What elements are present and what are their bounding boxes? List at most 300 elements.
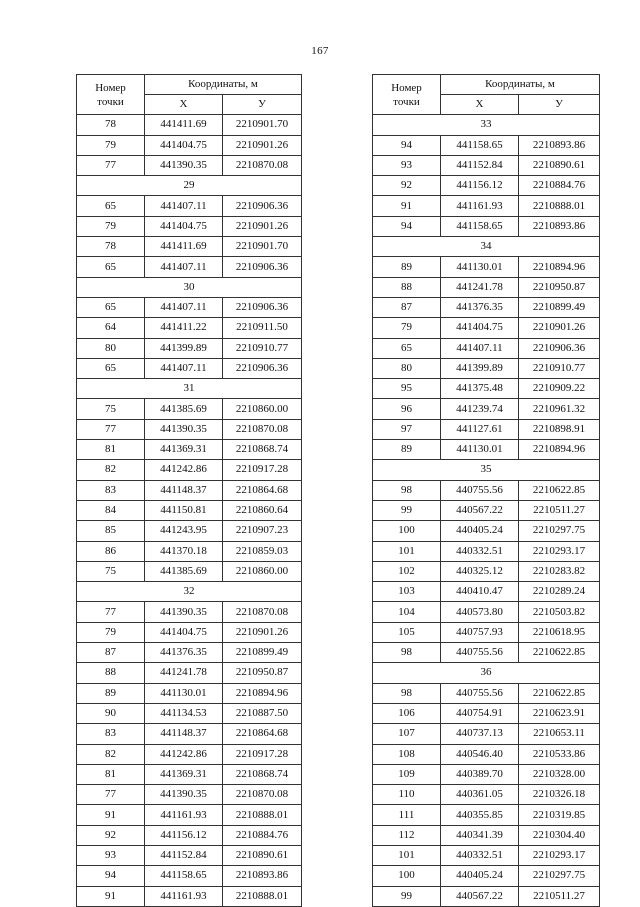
y-coordinate-cell: 2210893.86	[519, 135, 600, 155]
point-number-cell: 88	[373, 277, 441, 297]
table-row	[77, 196, 302, 216]
y-coordinate-cell: 2210870.08	[223, 155, 302, 175]
x-coordinate-cell: 441148.37	[145, 724, 223, 744]
y-coordinate-cell: 2210917.28	[223, 460, 302, 480]
table-row	[77, 338, 302, 358]
section-row	[77, 379, 302, 399]
y-coordinate-cell: 2210870.08	[223, 602, 302, 622]
x-coordinate-cell: 441390.35	[145, 419, 223, 439]
x-coordinate-cell: 441399.89	[145, 338, 223, 358]
x-coordinate-cell: 441242.86	[145, 460, 223, 480]
table-row	[77, 135, 302, 155]
point-number-cell: 87	[373, 297, 441, 317]
header-point-number-line2: точки	[393, 95, 420, 108]
x-coordinate-cell: 441161.93	[145, 805, 223, 825]
table-row	[373, 785, 600, 805]
x-coordinate-cell: 441161.93	[441, 196, 519, 216]
y-coordinate-cell: 2210864.68	[223, 480, 302, 500]
section-number: 31	[77, 379, 302, 399]
section-row	[373, 115, 600, 135]
table-row	[373, 602, 600, 622]
point-number-cell: 79	[77, 622, 145, 642]
point-number-cell: 91	[373, 196, 441, 216]
y-coordinate-cell: 2210901.70	[223, 115, 302, 135]
coordinates-table-left	[76, 74, 302, 907]
y-coordinate-cell: 2210511.27	[519, 500, 600, 520]
table-row	[77, 805, 302, 825]
table-row	[373, 643, 600, 663]
table-row	[373, 257, 600, 277]
section-row	[77, 176, 302, 196]
x-coordinate-cell: 441130.01	[145, 683, 223, 703]
y-coordinate-cell: 2210511.27	[519, 886, 600, 906]
point-number-cell: 78	[77, 115, 145, 135]
point-number-cell: 89	[77, 683, 145, 703]
x-coordinate-cell: 441156.12	[145, 825, 223, 845]
section-number: 34	[373, 237, 600, 257]
table-row	[373, 886, 600, 906]
x-coordinate-cell: 441376.35	[145, 643, 223, 663]
x-coordinate-cell: 441369.31	[145, 440, 223, 460]
y-coordinate-cell: 2210890.61	[519, 155, 600, 175]
table-row	[77, 602, 302, 622]
header-point-number-line1: Номер	[391, 81, 422, 94]
y-coordinate-cell: 2210304.40	[519, 825, 600, 845]
x-coordinate-cell: 441390.35	[145, 155, 223, 175]
point-number-cell: 75	[77, 561, 145, 581]
y-coordinate-cell: 2210901.26	[223, 135, 302, 155]
table-row	[373, 521, 600, 541]
point-number-cell: 77	[77, 155, 145, 175]
x-coordinate-cell: 441243.95	[145, 521, 223, 541]
table-row	[373, 561, 600, 581]
point-number-cell: 80	[373, 358, 441, 378]
table-row	[373, 176, 600, 196]
table-row	[77, 480, 302, 500]
x-coordinate-cell: 440567.22	[441, 886, 519, 906]
table-row	[77, 257, 302, 277]
y-coordinate-cell: 2210907.23	[223, 521, 302, 541]
table-row	[77, 785, 302, 805]
y-coordinate-cell: 2210622.85	[519, 643, 600, 663]
y-coordinate-cell: 2210884.76	[223, 825, 302, 845]
x-coordinate-cell: 440737.13	[441, 724, 519, 744]
y-coordinate-cell: 2210901.26	[519, 318, 600, 338]
point-number-cell: 65	[77, 358, 145, 378]
x-coordinate-cell: 441127.61	[441, 419, 519, 439]
x-coordinate-cell: 440757.93	[441, 622, 519, 642]
x-coordinate-cell: 440755.56	[441, 683, 519, 703]
table-row	[373, 338, 600, 358]
y-coordinate-cell: 2210888.01	[223, 886, 302, 906]
table-row	[77, 521, 302, 541]
y-coordinate-cell: 2210906.36	[519, 338, 600, 358]
header-point-number-line1: Номер	[95, 81, 126, 94]
y-coordinate-cell: 2210901.26	[223, 622, 302, 642]
point-number-cell: 82	[77, 460, 145, 480]
x-coordinate-cell: 441134.53	[145, 703, 223, 723]
y-coordinate-cell: 2210864.68	[223, 724, 302, 744]
y-coordinate-cell: 2210906.36	[223, 196, 302, 216]
table-row	[373, 480, 600, 500]
x-coordinate-cell: 441404.75	[441, 318, 519, 338]
table-row	[373, 135, 600, 155]
y-coordinate-cell: 2210860.64	[223, 500, 302, 520]
point-number-cell: 107	[373, 724, 441, 744]
y-coordinate-cell: 2210289.24	[519, 582, 600, 602]
point-number-cell: 78	[77, 237, 145, 257]
point-number-cell: 89	[373, 257, 441, 277]
y-coordinate-cell: 2210910.77	[223, 338, 302, 358]
y-coordinate-cell: 2210653.11	[519, 724, 600, 744]
point-number-cell: 85	[77, 521, 145, 541]
section-number: 32	[77, 582, 302, 602]
header-x: X	[145, 95, 223, 115]
y-coordinate-cell: 2210888.01	[223, 805, 302, 825]
point-number-cell: 104	[373, 602, 441, 622]
x-coordinate-cell: 441390.35	[145, 602, 223, 622]
y-coordinate-cell: 2210622.85	[519, 683, 600, 703]
x-coordinate-cell: 440755.56	[441, 643, 519, 663]
section-row	[77, 582, 302, 602]
y-coordinate-cell: 2210909.22	[519, 379, 600, 399]
point-number-cell: 65	[77, 196, 145, 216]
point-number-cell: 91	[77, 805, 145, 825]
table-row	[77, 643, 302, 663]
y-coordinate-cell: 2210283.82	[519, 561, 600, 581]
table-row	[77, 500, 302, 520]
y-coordinate-cell: 2210917.28	[223, 744, 302, 764]
x-coordinate-cell: 441407.11	[145, 196, 223, 216]
x-coordinate-cell: 440410.47	[441, 582, 519, 602]
point-number-cell: 91	[77, 886, 145, 906]
x-coordinate-cell: 440754.91	[441, 703, 519, 723]
x-coordinate-cell: 441404.75	[145, 216, 223, 236]
table-row	[77, 724, 302, 744]
x-coordinate-cell: 441385.69	[145, 399, 223, 419]
header-coordinates: Координаты, м	[441, 75, 600, 95]
y-coordinate-cell: 2210899.49	[223, 643, 302, 663]
point-number-cell: 106	[373, 703, 441, 723]
point-number-cell: 99	[373, 500, 441, 520]
table-row	[77, 399, 302, 419]
point-number-cell: 98	[373, 480, 441, 500]
point-number-cell: 98	[373, 683, 441, 703]
header-y: У	[223, 95, 302, 115]
x-coordinate-cell: 441404.75	[145, 135, 223, 155]
y-coordinate-cell: 2210860.00	[223, 399, 302, 419]
y-coordinate-cell: 2210906.36	[223, 358, 302, 378]
y-coordinate-cell: 2210899.49	[519, 297, 600, 317]
point-number-cell: 65	[373, 338, 441, 358]
x-coordinate-cell: 440389.70	[441, 764, 519, 784]
table-row	[373, 683, 600, 703]
y-coordinate-cell: 2210901.26	[223, 216, 302, 236]
point-number-cell: 82	[77, 744, 145, 764]
table-row	[373, 277, 600, 297]
table-row	[77, 744, 302, 764]
table-row	[77, 297, 302, 317]
page-number: 167	[311, 45, 329, 57]
point-number-cell: 88	[77, 663, 145, 683]
x-coordinate-cell: 440332.51	[441, 845, 519, 865]
section-row	[373, 663, 600, 683]
point-number-cell: 94	[373, 216, 441, 236]
table-row	[77, 866, 302, 886]
point-number-cell: 79	[373, 318, 441, 338]
section-number: 36	[373, 663, 600, 683]
point-number-cell: 101	[373, 845, 441, 865]
point-number-cell: 101	[373, 541, 441, 561]
x-coordinate-cell: 441161.93	[145, 886, 223, 906]
y-coordinate-cell: 2210868.74	[223, 440, 302, 460]
y-coordinate-cell: 2210860.00	[223, 561, 302, 581]
y-coordinate-cell: 2210868.74	[223, 764, 302, 784]
y-coordinate-cell: 2210898.91	[519, 419, 600, 439]
y-coordinate-cell: 2210297.75	[519, 521, 600, 541]
point-number-cell: 92	[373, 176, 441, 196]
point-number-cell: 109	[373, 764, 441, 784]
y-coordinate-cell: 2210893.86	[519, 216, 600, 236]
section-number: 35	[373, 460, 600, 480]
table-row	[373, 866, 600, 886]
y-coordinate-cell: 2210884.76	[519, 176, 600, 196]
point-number-cell: 105	[373, 622, 441, 642]
y-coordinate-cell: 2210297.75	[519, 866, 600, 886]
point-number-cell: 80	[77, 338, 145, 358]
x-coordinate-cell: 440546.40	[441, 744, 519, 764]
point-number-cell: 89	[373, 440, 441, 460]
point-number-cell: 90	[77, 703, 145, 723]
y-coordinate-cell: 2210533.86	[519, 744, 600, 764]
x-coordinate-cell: 440567.22	[441, 500, 519, 520]
header-point-number	[77, 75, 145, 115]
y-coordinate-cell: 2210906.36	[223, 257, 302, 277]
table-row	[373, 500, 600, 520]
point-number-cell: 92	[77, 825, 145, 845]
y-coordinate-cell: 2210906.36	[223, 297, 302, 317]
x-coordinate-cell: 441241.78	[441, 277, 519, 297]
table-row	[373, 845, 600, 865]
table-row	[77, 663, 302, 683]
point-number-cell: 100	[373, 521, 441, 541]
x-coordinate-cell: 441407.11	[441, 338, 519, 358]
table-row	[373, 805, 600, 825]
x-coordinate-cell: 441152.84	[145, 845, 223, 865]
table-row	[373, 399, 600, 419]
x-coordinate-cell: 441156.12	[441, 176, 519, 196]
y-coordinate-cell: 2210911.50	[223, 318, 302, 338]
y-coordinate-cell: 2210901.70	[223, 237, 302, 257]
point-number-cell: 86	[77, 541, 145, 561]
y-coordinate-cell: 2210859.03	[223, 541, 302, 561]
x-coordinate-cell: 441385.69	[145, 561, 223, 581]
y-coordinate-cell: 2210326.18	[519, 785, 600, 805]
x-coordinate-cell: 441150.81	[145, 500, 223, 520]
x-coordinate-cell: 441130.01	[441, 257, 519, 277]
y-coordinate-cell: 2210950.87	[519, 277, 600, 297]
point-number-cell: 65	[77, 257, 145, 277]
table-row	[373, 440, 600, 460]
table-row	[373, 825, 600, 845]
table-row	[373, 318, 600, 338]
table-row	[373, 724, 600, 744]
table-row	[373, 744, 600, 764]
table-row	[373, 622, 600, 642]
y-coordinate-cell: 2210328.00	[519, 764, 600, 784]
point-number-cell: 65	[77, 297, 145, 317]
y-coordinate-cell: 2210961.32	[519, 399, 600, 419]
table-row	[77, 216, 302, 236]
y-coordinate-cell: 2210887.50	[223, 703, 302, 723]
section-row	[373, 237, 600, 257]
point-number-cell: 94	[77, 866, 145, 886]
point-number-cell: 98	[373, 643, 441, 663]
x-coordinate-cell: 441239.74	[441, 399, 519, 419]
table-row	[77, 764, 302, 784]
table-row	[77, 115, 302, 135]
y-coordinate-cell: 2210618.95	[519, 622, 600, 642]
x-coordinate-cell: 441411.22	[145, 318, 223, 338]
table-row	[373, 216, 600, 236]
x-coordinate-cell: 441407.11	[145, 297, 223, 317]
point-number-cell: 77	[77, 419, 145, 439]
point-number-cell: 79	[77, 135, 145, 155]
x-coordinate-cell: 440573.80	[441, 602, 519, 622]
x-coordinate-cell: 441369.31	[145, 764, 223, 784]
x-coordinate-cell: 441411.69	[145, 115, 223, 135]
x-coordinate-cell: 441158.65	[441, 135, 519, 155]
point-number-cell: 77	[77, 602, 145, 622]
point-number-cell: 93	[373, 155, 441, 175]
table-row	[77, 460, 302, 480]
table-row	[373, 419, 600, 439]
header-point-number	[373, 75, 441, 115]
y-coordinate-cell: 2210870.08	[223, 785, 302, 805]
y-coordinate-cell: 2210870.08	[223, 419, 302, 439]
x-coordinate-cell: 441241.78	[145, 663, 223, 683]
y-coordinate-cell: 2210910.77	[519, 358, 600, 378]
table-row	[373, 379, 600, 399]
table-row	[77, 886, 302, 906]
table-row	[77, 318, 302, 338]
section-row	[373, 460, 600, 480]
table-row	[77, 703, 302, 723]
header-coordinates: Координаты, м	[145, 75, 302, 95]
x-coordinate-cell: 441376.35	[441, 297, 519, 317]
y-coordinate-cell: 2210894.96	[223, 683, 302, 703]
table-row	[77, 155, 302, 175]
y-coordinate-cell: 2210950.87	[223, 663, 302, 683]
table-row	[373, 155, 600, 175]
table-row	[373, 582, 600, 602]
y-coordinate-cell: 2210894.96	[519, 257, 600, 277]
x-coordinate-cell: 441152.84	[441, 155, 519, 175]
point-number-cell: 97	[373, 419, 441, 439]
point-number-cell: 81	[77, 440, 145, 460]
point-number-cell: 112	[373, 825, 441, 845]
x-coordinate-cell: 441390.35	[145, 785, 223, 805]
table-row	[373, 764, 600, 784]
point-number-cell: 110	[373, 785, 441, 805]
header-x: X	[441, 95, 519, 115]
y-coordinate-cell: 2210293.17	[519, 541, 600, 561]
point-number-cell: 84	[77, 500, 145, 520]
table-row	[77, 683, 302, 703]
section-number: 30	[77, 277, 302, 297]
y-coordinate-cell: 2210623.91	[519, 703, 600, 723]
table-row	[373, 297, 600, 317]
point-number-cell: 102	[373, 561, 441, 581]
table-row	[77, 825, 302, 845]
x-coordinate-cell: 440405.24	[441, 521, 519, 541]
header-point-number-line2: точки	[97, 95, 124, 108]
x-coordinate-cell: 440755.56	[441, 480, 519, 500]
x-coordinate-cell: 440361.05	[441, 785, 519, 805]
point-number-cell: 99	[373, 886, 441, 906]
point-number-cell: 87	[77, 643, 145, 663]
table-row	[373, 358, 600, 378]
point-number-cell: 75	[77, 399, 145, 419]
section-number: 33	[373, 115, 600, 135]
table-row	[77, 440, 302, 460]
table-row	[77, 419, 302, 439]
point-number-cell: 111	[373, 805, 441, 825]
y-coordinate-cell: 2210293.17	[519, 845, 600, 865]
table-row	[77, 561, 302, 581]
table-row	[77, 541, 302, 561]
x-coordinate-cell: 440341.39	[441, 825, 519, 845]
table-row	[77, 845, 302, 865]
x-coordinate-cell: 440332.51	[441, 541, 519, 561]
section-row	[77, 277, 302, 297]
point-number-cell: 81	[77, 764, 145, 784]
y-coordinate-cell: 2210503.82	[519, 602, 600, 622]
header-y: У	[519, 95, 600, 115]
coordinates-table-right	[372, 74, 600, 907]
point-number-cell: 96	[373, 399, 441, 419]
point-number-cell: 108	[373, 744, 441, 764]
point-number-cell: 95	[373, 379, 441, 399]
x-coordinate-cell: 441158.65	[145, 866, 223, 886]
x-coordinate-cell: 440355.85	[441, 805, 519, 825]
x-coordinate-cell: 440325.12	[441, 561, 519, 581]
y-coordinate-cell: 2210888.01	[519, 196, 600, 216]
y-coordinate-cell: 2210894.96	[519, 440, 600, 460]
point-number-cell: 93	[77, 845, 145, 865]
table-row	[373, 196, 600, 216]
point-number-cell: 100	[373, 866, 441, 886]
x-coordinate-cell: 441148.37	[145, 480, 223, 500]
x-coordinate-cell: 441399.89	[441, 358, 519, 378]
x-coordinate-cell: 441158.65	[441, 216, 519, 236]
x-coordinate-cell: 441411.69	[145, 237, 223, 257]
table-row	[77, 358, 302, 378]
x-coordinate-cell: 441404.75	[145, 622, 223, 642]
table-row	[373, 541, 600, 561]
point-number-cell: 94	[373, 135, 441, 155]
x-coordinate-cell: 441407.11	[145, 257, 223, 277]
x-coordinate-cell: 441375.48	[441, 379, 519, 399]
x-coordinate-cell: 441407.11	[145, 358, 223, 378]
point-number-cell: 83	[77, 480, 145, 500]
point-number-cell: 64	[77, 318, 145, 338]
point-number-cell: 77	[77, 785, 145, 805]
table-row	[373, 703, 600, 723]
y-coordinate-cell: 2210890.61	[223, 845, 302, 865]
point-number-cell: 79	[77, 216, 145, 236]
table-row	[77, 237, 302, 257]
